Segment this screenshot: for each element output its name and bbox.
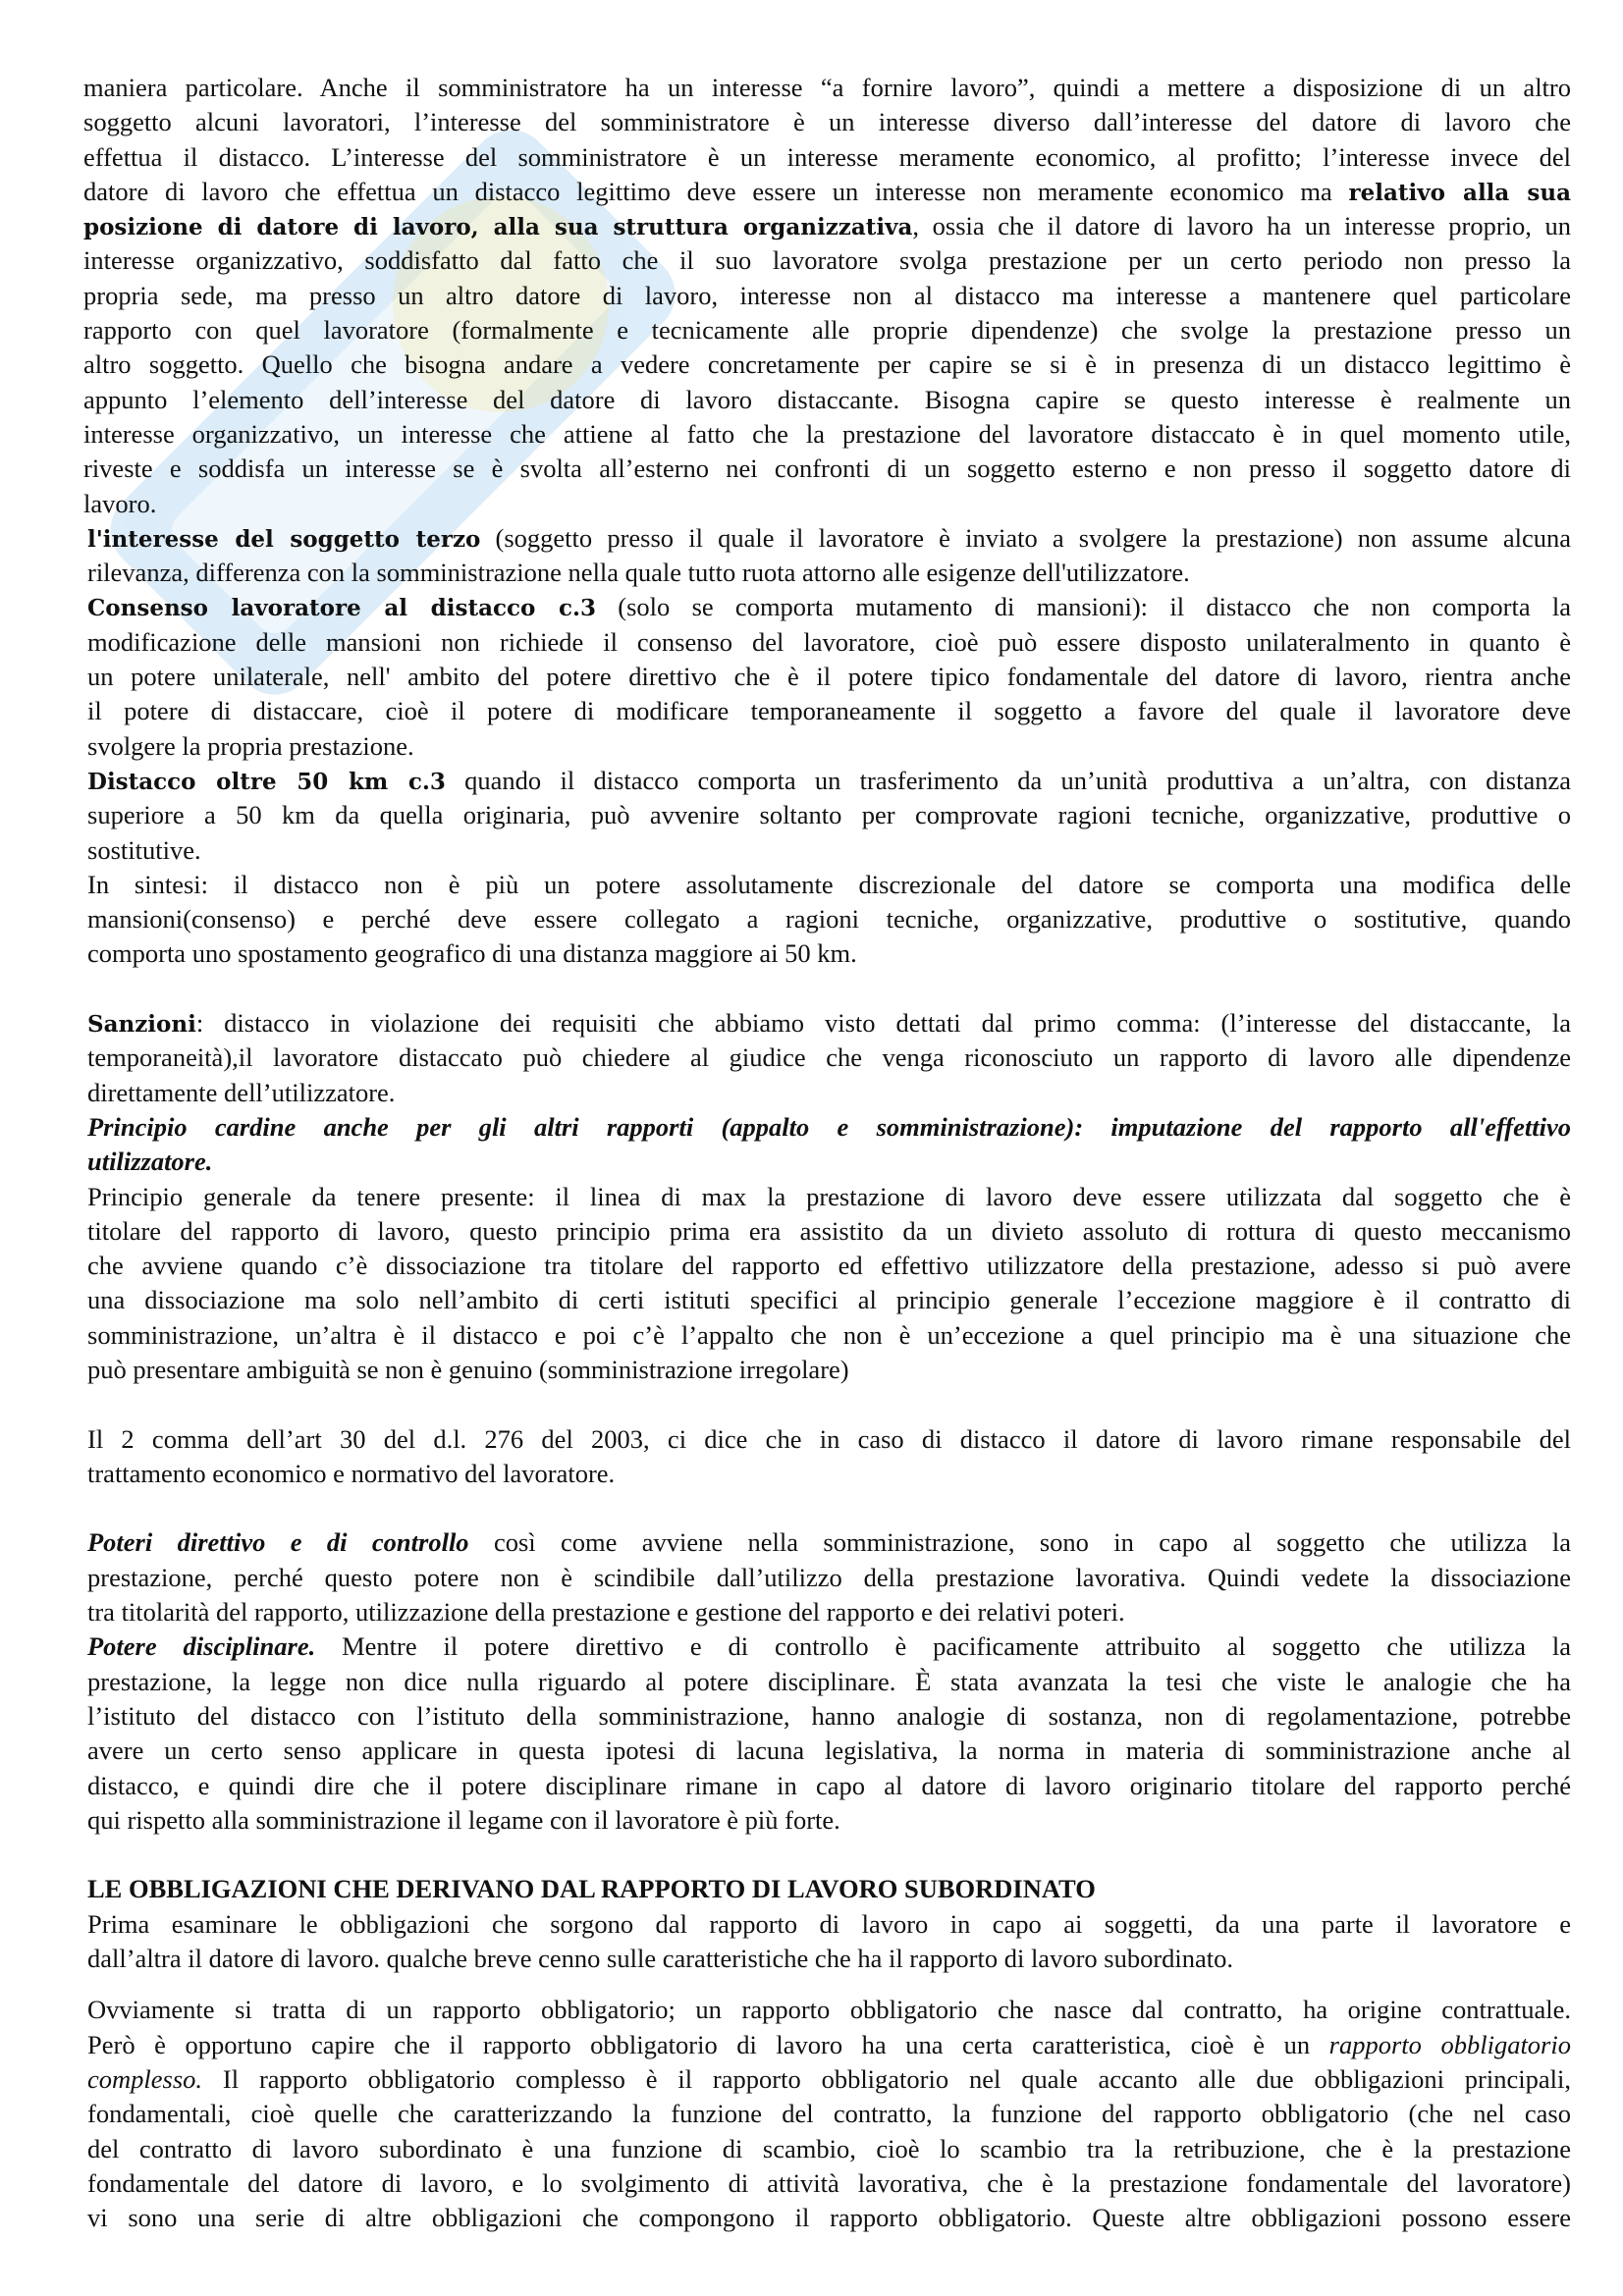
body-text: trattamento economico e normativo del lavoratore.	[87, 1458, 616, 1488]
text-line	[83, 209, 1571, 243]
emphasis-text: Sanzioni	[87, 1011, 196, 1039]
document-page	[83, 71, 1571, 2235]
text-line	[83, 175, 1571, 209]
body-text: può presentare ambiguità se non è genuino (somministrazione irregolare)	[87, 1354, 849, 1384]
body-text: comporta uno spostamento geografico di una distanza maggiore ai 50 km.	[87, 938, 857, 969]
body-text: (soggetto presso il quale il lavoratore è inviato a svolgere la prestazione) non assume alcuna	[480, 522, 1571, 553]
text-line	[87, 556, 1571, 590]
body-text: mansioni(consenso) e perché deve essere collegato a ragioni tecniche, organizzative, produttive o sostitutive, quando	[87, 904, 1571, 934]
text-line	[87, 2028, 1571, 2062]
emphasis-text: Principio cardine anche per gli altri rapporti (appalto e somministrazione): imputazione del rapporto all'effettivo	[87, 1111, 1571, 1142]
text-line	[83, 243, 1571, 278]
text-line	[87, 1180, 1571, 1214]
text-line	[87, 625, 1571, 660]
comma-2-paragraph	[83, 1422, 1571, 1492]
text-line	[83, 140, 1571, 175]
potere-disciplinare-paragraph	[83, 1629, 1571, 1838]
text-line	[87, 1110, 1571, 1145]
text-line	[87, 1561, 1571, 1595]
body-text: riveste e soddisfa un interesse se è svolta all’esterno nei confronti di un soggetto esterno e non presso il soggetto datore di	[83, 454, 1571, 484]
body-text: Il rapporto obbligatorio complesso è il rapporto obbligatorio nel quale accanto alle due obbligazioni principali,	[202, 2063, 1571, 2094]
text-line	[87, 1993, 1571, 2027]
emphasis-text: Consenso lavoratore al distacco c.3	[87, 595, 597, 622]
body-text: rapporto con quel lavoratore (formalmente e tecnicamente alle proprie dipendenze) che svolge la prestazione presso un	[83, 315, 1571, 346]
body-text: una dissociazione ma solo nell’ambito di certi istituti specifici al principio generale l’eccezione maggiore è il contratto di	[87, 1285, 1571, 1315]
body-text: propria sede, ma presso un altro datore di lavoro, interesse non al distacco ma interesse a mantenere quel particolare	[83, 280, 1571, 310]
text-line	[87, 902, 1571, 936]
text-line	[87, 1283, 1571, 1317]
body-text: (solo se comporta mutamento di mansioni): il distacco che non comporta la	[596, 592, 1572, 622]
body-text: maniera particolare. Anche il somministratore ha un interesse “a fornire lavoro”, quindi a mettere a disposizione di un altro	[83, 73, 1571, 102]
body-text: il potere di distaccare, cioè il potere di modificare temporaneamente il soggetto a favore del quale il lavoratore deve	[87, 696, 1571, 726]
body-text: temporaneità),il lavoratore distaccato può chiedere al giudice che venga riconosciuto un rapporto di lavoro alle dipendenze	[87, 1042, 1571, 1073]
poteri-direttivi-paragraph	[83, 1525, 1571, 1629]
body-text: che avviene quando c’è dissociazione tra titolare del rapporto ed effettivo utilizzatore della prestazione, adesso si può avere	[87, 1251, 1571, 1281]
body-text: dall’altra il datore di lavoro. qualche breve cenno sulle caratteristiche che ha il rapporto di lavoro subordinato.	[87, 1944, 1234, 1974]
text-line	[87, 1318, 1571, 1353]
text-line	[87, 1942, 1571, 1976]
text-line	[87, 1041, 1571, 1075]
body-text: Però è opportuno capire che il rapporto obbligatorio di lavoro ha una certa caratteristica, cioè è un	[87, 2029, 1329, 2059]
body-text: un potere unilaterale, nell' ambito del potere direttivo che è il potere tipico fondamentale del datore di lavoro, rientra anche	[87, 662, 1571, 692]
text-line	[87, 590, 1571, 624]
principio-generale-paragraph	[83, 1180, 1571, 1388]
text-line	[87, 1422, 1571, 1457]
text-line	[87, 1076, 1571, 1110]
distacco-50km-paragraph	[83, 764, 1571, 868]
body-text: distacco, e quindi dire che il potere disciplinare rimane in capo al datore di lavoro originario titolare del rapporto perché	[87, 1770, 1571, 1800]
body-text: , ossia che il datore di lavoro ha un interesse proprio, un	[912, 211, 1571, 241]
text-line	[87, 1145, 1571, 1179]
body-text: quando il distacco comporta un trasferimento da un’unità produttiva a un’altra, con distanza	[445, 765, 1571, 795]
body-text: somministrazione, un’altra è il distacco e poi c’è l’appalto che non è un’eccezione a quel principio ma è una situazione che	[87, 1319, 1571, 1350]
prima-paragraph	[83, 1907, 1571, 1977]
consenso-paragraph	[83, 590, 1571, 763]
text-line	[87, 2062, 1571, 2097]
text-line	[87, 694, 1571, 728]
text-line	[83, 71, 1571, 105]
emphasis-text: utilizzatore.	[87, 1147, 213, 1177]
text-line	[87, 2132, 1571, 2166]
body-text: prestazione, la legge non dice nulla riguardo al potere disciplinare. È stata avanzata la tesi che viste le analogie che ha	[87, 1666, 1571, 1696]
text-line	[83, 487, 1571, 521]
emphasis-text: posizione di datore di lavoro, alla sua struttura organizzativa	[83, 214, 913, 241]
body-text: In sintesi: il distacco non è più un potere assolutamente discrezionale del datore se comporta una modifica delle	[87, 869, 1571, 899]
body-text: Mentre il potere direttivo e di controllo è pacificamente attribuito al soggetto che utilizza la	[315, 1631, 1571, 1662]
text-line	[83, 417, 1571, 452]
text-line	[87, 1769, 1571, 1803]
sintesi-paragraph	[83, 868, 1571, 972]
emphasis-text: complesso.	[87, 2063, 203, 2094]
emphasis-text: Distacco oltre 50 km c.3	[87, 768, 446, 795]
principio-cardine-paragraph	[83, 1110, 1571, 1180]
text-line	[87, 1006, 1571, 1041]
body-text: effettua il distacco. L’interesse del somministratore è un interesse meramente economico, al profitto; l’interesse invece del	[83, 141, 1571, 172]
body-text: modificazione delle mansioni non richiede il consenso del lavoratore, cioè può essere disposto unilateralmento in quanto è	[87, 626, 1571, 657]
text-line	[87, 2166, 1571, 2201]
text-line	[87, 1457, 1571, 1491]
text-line	[87, 2201, 1571, 2235]
text-line	[83, 279, 1571, 313]
body-text: Prima esaminare le obbligazioni che sorgono dal rapporto di lavoro in capo ai soggetti, da una parte il lavoratore e	[87, 1908, 1571, 1939]
text-line	[87, 1872, 1571, 1906]
body-text: l’istituto del distacco con l’istituto della somministrazione, hanno analogie di sostanza, non di regolamentazione, potrebbe	[87, 1700, 1571, 1731]
body-text: fondamentali, cioè quelle che caratterizzando la funzione del contratto, la funzione del rapporto obbligatorio (che nel caso	[87, 2099, 1571, 2129]
text-line	[87, 1665, 1571, 1699]
body-text: prestazione, perché questo potere non è scindibile dall’utilizzo della prestazione lavorativa. Quindi vedete la dissociazione	[87, 1562, 1571, 1592]
body-text: datore di lavoro che effettua un distacco legittimo deve essere un interesse non meramente economico ma	[83, 176, 1349, 206]
body-text: svolgere la propria prestazione.	[87, 730, 414, 761]
emphasis-text: Poteri direttivo e di controllo	[87, 1527, 469, 1558]
body-text: altro soggetto. Quello che bisogna andare a vedere concretamente per capire se si è in presenza di un distacco legittimo è	[83, 349, 1571, 380]
body-text: Principio generale da tenere presente: il linea di max la prestazione di lavoro deve essere utilizzata dal soggetto che è	[87, 1181, 1571, 1211]
emphasis-text: l'interesse del soggetto terzo	[87, 525, 481, 553]
text-line	[87, 1734, 1571, 1768]
section-heading	[83, 1872, 1571, 1906]
text-line	[87, 1249, 1571, 1283]
body-text: interesse organizzativo, soddisfatto dal fatto che il suo lavoratore svolga prestazione per un certo periodo non presso la	[83, 245, 1571, 276]
text-line	[87, 1595, 1571, 1629]
body-text: rilevanza, differenza con la somministrazione nella quale tutto ruota attorno alle esigenze dell'utilizzatore.	[87, 558, 1190, 588]
text-line	[87, 521, 1571, 556]
text-line	[83, 383, 1571, 417]
text-line	[87, 798, 1571, 832]
text-line	[87, 868, 1571, 902]
body-text: tra titolarità del rapporto, utilizzazione della prestazione e gestione del rapporto e dei relativi poteri.	[87, 1597, 1125, 1628]
text-line	[83, 313, 1571, 347]
body-text: superiore a 50 km da quella originaria, può avvenire soltanto per comprovate ragioni tecniche, organizzative, produttive o	[87, 800, 1571, 830]
text-line	[87, 729, 1571, 764]
text-line	[87, 1629, 1571, 1664]
body-text: appunto l’elemento dell’interesse del datore di lavoro distaccante. Bisogna capire se questo interesse è realmente un	[83, 384, 1571, 414]
text-line	[83, 452, 1571, 486]
body-text: soggetto alcuni lavoratori, l’interesse del somministratore è un interesse diverso dall’interesse del datore di lavoro che	[83, 107, 1571, 137]
body-text: interesse organizzativo, un interesse che attiene al fatto che la prestazione del lavoratore distaccato è in quel momento utile,	[83, 418, 1571, 449]
body-text: direttamente dell’utilizzatore.	[87, 1077, 396, 1107]
intro-paragraph	[83, 71, 1571, 521]
text-line	[87, 1699, 1571, 1734]
text-line	[87, 1803, 1571, 1838]
text-line	[87, 764, 1571, 798]
emphasis-text: rapporto obbligatorio	[1328, 2029, 1571, 2059]
text-line	[87, 936, 1571, 971]
emphasis-text: Potere disciplinare.	[87, 1631, 316, 1662]
terzo-paragraph	[83, 521, 1571, 591]
text-line	[83, 347, 1571, 382]
text-line	[87, 1525, 1571, 1560]
text-line	[83, 105, 1571, 139]
text-line	[87, 660, 1571, 694]
body-text: fondamentale del datore di lavoro, e lo svolgimento di attività lavorativa, che è la prestazione fondamentale del lavoratore)	[87, 2167, 1571, 2198]
body-text: così come avviene nella somministrazione, sono in capo al soggetto che utilizza la	[468, 1527, 1571, 1558]
body-text: qui rispetto alla somministrazione il legame con il lavoratore è più forte.	[87, 1804, 840, 1835]
heading-text: LE OBBLIGAZIONI CHE DERIVANO DAL RAPPORTO DI LAVORO SUBORDINATO	[87, 1874, 1096, 1904]
body-text: sostitutive.	[87, 834, 201, 865]
body-text: : distacco in violazione dei requisiti che abbiamo visto dettati dal primo comma: (l’interesse del distaccante, la	[195, 1008, 1571, 1039]
body-text: titolare del rapporto di lavoro, questo principio prima era assistito da un divieto assoluto di rottura di questo meccanismo	[87, 1215, 1571, 1246]
ovviamente-paragraph	[83, 1993, 1571, 2235]
body-text: Il 2 comma dell’art 30 del d.l. 276 del 2003, ci dice che in caso di distacco il datore di lavoro rimane responsabile del	[87, 1423, 1571, 1454]
text-line	[87, 833, 1571, 868]
body-text: lavoro.	[83, 488, 157, 518]
text-line	[87, 1353, 1571, 1387]
sanzioni-paragraph	[83, 1006, 1571, 1110]
body-text: avere un certo senso applicare in questa ipotesi di lacuna legislativa, la norma in materia di somministrazione anche al	[87, 1735, 1571, 1766]
text-line	[87, 2097, 1571, 2131]
body-text: vi sono una serie di altre obbligazioni che compongono il rapporto obbligatorio. Queste altre obbligazioni possono essere	[87, 2203, 1571, 2233]
text-line	[87, 1907, 1571, 1942]
body-text: Ovviamente si tratta di un rapporto obbligatorio; un rapporto obbligatorio che nasce dal contratto, ha origine contrattuale.	[87, 1995, 1571, 2025]
body-text: del contratto di lavoro subordinato è una funzione di scambio, cioè lo scambio tra la retribuzione, che è la prestazione	[87, 2133, 1571, 2163]
text-line	[87, 1214, 1571, 1249]
emphasis-text: relativo alla sua	[1348, 179, 1572, 206]
